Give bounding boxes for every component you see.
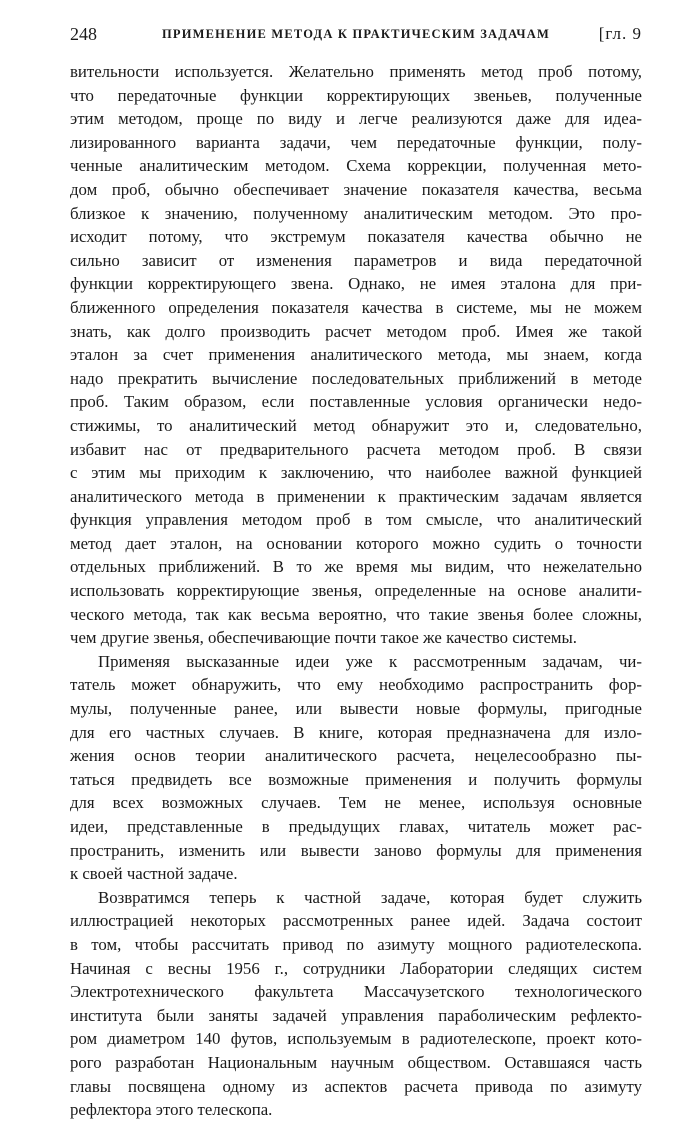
text-line: ром диаметром 140 футов, используемым в радиотелескопе, проект кото- — [70, 1029, 642, 1049]
body-text — [70, 60, 642, 1122]
text-line: иллюстрацией некоторых рассмотренных ранее идей. Задача состоит — [70, 911, 642, 931]
text-line: этим методом, проще по виду и легче реализуются даже для идеа- — [70, 109, 642, 129]
text-line: знать, как долго производить расчет методом проб. Имея же такой — [70, 321, 642, 341]
text-line: идеи, представленные в предыдущих главах, читатель может рас- — [70, 817, 642, 836]
text-line: эталон за счет применения аналитического метода, мы знаем, когда — [70, 345, 642, 365]
text-line: проб. Таким образом, если поставленные условия органически недо- — [70, 392, 642, 412]
text-line: главы посвящена одному из аспектов расчета привода по азимуту — [70, 1076, 642, 1096]
text-line: таться предвидеть все возможные применения и получить формулы — [70, 769, 642, 789]
page-number: 248 — [70, 24, 97, 44]
text-line: функция управления методом проб в том смысле, что аналитический — [70, 510, 642, 530]
paragraph — [70, 60, 642, 650]
text-line: для его частных случаев. В книге, которая предназначена для изло- — [70, 722, 642, 742]
text-line: татель может обнаружить, что ему необходимо распространить фор- — [70, 675, 642, 695]
text-line: для всех возможных случаев. Тем не менее, используя основные — [70, 793, 642, 813]
text-line: Начиная с весны 1956 г., сотрудники Лаборатории следящих систем — [70, 958, 642, 978]
text-line: что передаточные функции корректирующих звеньев, полученные — [70, 85, 642, 105]
text-line: с этим мы приходим к заключению, что наиболее важной функцией — [70, 463, 642, 483]
paragraph — [70, 650, 642, 886]
text-line: чем другие звенья, обеспечивающие почти такое же качество системы. — [70, 628, 577, 648]
text-line: вительности используется. Желательно применять метод проб потому, — [70, 62, 642, 81]
text-line: использовать корректирующие звенья, определенные на основе аналити- — [70, 581, 642, 601]
running-title: ПРИМЕНЕНИЕ МЕТОДА К ПРАКТИЧЕСКИМ ЗАДАЧАМ — [161, 27, 551, 41]
text-line: в том, чтобы рассчитать привод по азимуту мощного радиотелескопа. — [70, 934, 642, 954]
text-line: института были заняты задачей управления параболическим рефлекто- — [70, 1005, 642, 1025]
text-line: Электротехнического факультета Массачузетского технологического — [70, 982, 642, 1002]
text-line: метод дает эталон, на основании которого можно судить о точности — [70, 533, 642, 553]
running-header — [70, 24, 642, 48]
text-line: избавит нас от предварительного расчета методом проб. В связи — [70, 439, 642, 459]
text-line: отдельных приближений. В то же время мы видим, что нежелательно — [70, 557, 642, 577]
text-line: жения основ теории аналитического расчета, нецелесообразно пы- — [70, 746, 642, 766]
text-line: рого разработан Национальным научным обществом. Оставшаяся часть — [70, 1052, 642, 1072]
text-line: пространить, изменить или вывести заново формулы для применения — [70, 840, 642, 860]
text-line: ческого метода, так как весьма вероятно, что такие звенья более сложны, — [70, 604, 642, 624]
text-line: стижимы, то аналитический метод обнаружит это и, следовательно, — [70, 415, 642, 435]
text-line: ближенного определения показателя качества в системе, мы не можем — [70, 297, 642, 317]
text-line: Применяя высказанные идеи уже к рассмотренным задачам, чи- — [98, 651, 642, 671]
chapter-marker: [гл. 9 — [598, 24, 642, 43]
text-line: сильно зависит от изменения параметров и вида передаточной — [70, 250, 642, 270]
text-line: дом проб, обычно обеспечивает значение показателя качества, весьма — [70, 179, 642, 199]
text-line: исходит потому, что экстремум показателя качества обычно не — [70, 227, 642, 247]
text-line: надо прекратить вычисление последовательных приближений в методе — [70, 368, 642, 388]
text-line: лизированного варианта задачи, чем передаточные функции, полу- — [70, 132, 642, 152]
text-line: к своей частной задаче. — [70, 864, 238, 884]
text-line: ченные аналитическим методом. Схема коррекции, полученная мето- — [70, 156, 642, 176]
text-line: аналитического метода в применении к практическим задачам является — [70, 486, 642, 506]
text-line: мулы, полученные ранее, или вывести новые формулы, пригодные — [70, 699, 642, 719]
text-line: функции корректирующего звена. Однако, не имея эталона для при- — [70, 274, 642, 294]
text-line: Возвратимся теперь к частной задаче, которая будет служить — [98, 887, 642, 907]
paragraph — [70, 886, 642, 1122]
text-line: рефлектора этого телескопа. — [70, 1100, 273, 1120]
text-line: близкое к значению, полученному аналитическим методом. Это про- — [70, 203, 642, 223]
